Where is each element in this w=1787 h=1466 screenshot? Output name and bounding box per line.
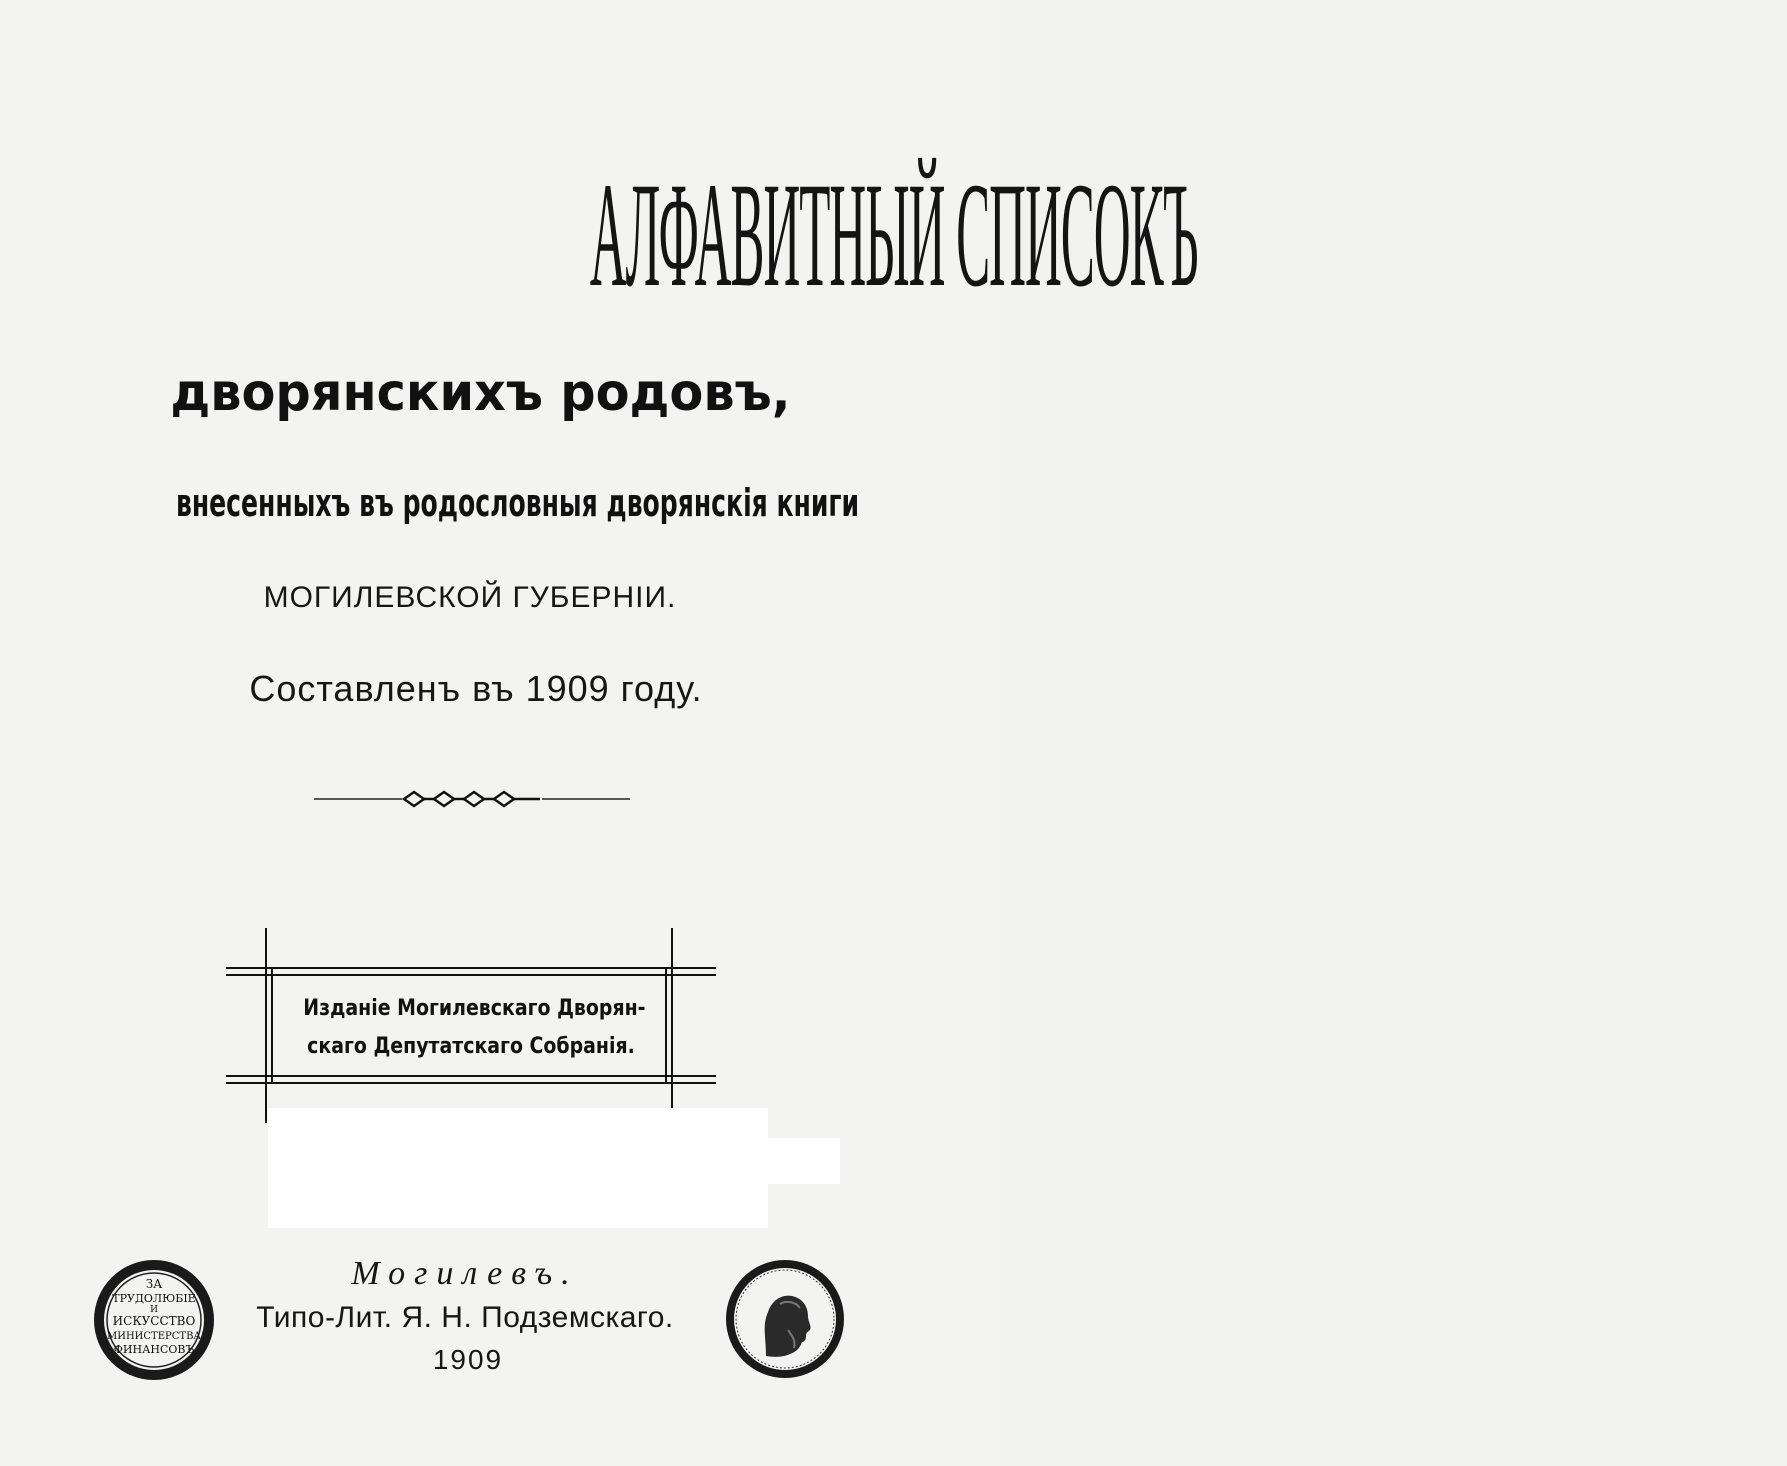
erased-area xyxy=(268,1108,768,1228)
medal-text-4: ИСКУССТВО xyxy=(112,1314,196,1328)
erased-area-small xyxy=(768,1138,840,1184)
medal-text-2: ТРУДОЛЮБІЕ xyxy=(112,1292,196,1305)
subtitle: дворянскихъ родовъ, xyxy=(169,363,791,423)
medal-text-1: ЗА xyxy=(145,1277,163,1291)
publisher-line-1: Изданіе Могилевскаго Дворян- xyxy=(303,996,646,1021)
province-line: МОГИЛЕВСКОЙ ГУБЕРНІИ. xyxy=(263,581,677,614)
medal-text-5: МИНИСТЕРСТВА xyxy=(107,1331,201,1342)
medal-text-6: ФИНАНСОВЪ xyxy=(113,1343,195,1356)
medal-text-3: И xyxy=(150,1305,158,1315)
compiled-year-line: Составленъ въ 1909 году. xyxy=(249,668,703,709)
imprint-year: 1909 xyxy=(432,1344,504,1375)
ornament-divider xyxy=(312,784,632,814)
publisher-line-2: скаго Депутатскаго Собранія. xyxy=(307,1034,635,1059)
imprint-city: Могилевъ. xyxy=(351,1255,579,1292)
imprint-printer: Типо-Лит. Я. Н. Подземскаго. xyxy=(256,1301,674,1334)
main-title: АЛФАВИТНЫЙ СПИСОКЪ xyxy=(589,152,1198,318)
description-line: внесенныхъ въ родословныя дворянскія книги xyxy=(175,481,860,525)
publisher-text xyxy=(276,990,666,1080)
